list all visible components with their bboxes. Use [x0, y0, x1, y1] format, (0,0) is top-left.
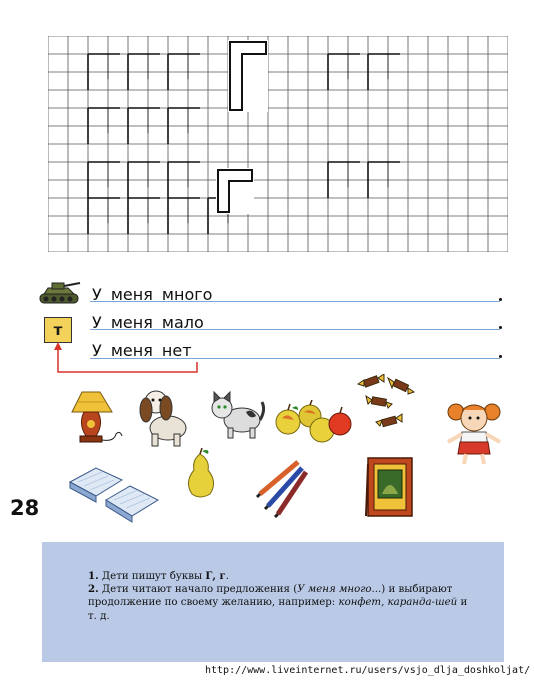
grid-lines — [48, 36, 508, 252]
doll-icon — [442, 398, 508, 472]
sentence-end-dot-1 — [499, 298, 502, 301]
note-item-1: 1. Дети пишут буквы Г, г. — [88, 570, 229, 582]
sentence-3: У меня нет — [92, 341, 192, 360]
apples-icon — [272, 400, 354, 448]
source-url: http://www.liveinternet.ru/users/vsjo_dlja_doshkoljat/ — [205, 665, 531, 676]
sentence-2: У меня мало — [92, 313, 204, 332]
teacher-note-box — [42, 542, 504, 662]
tank-icon — [36, 280, 82, 310]
answer-line-2[interactable] — [90, 329, 500, 330]
page-number: 28 — [10, 496, 40, 520]
writing-grid — [48, 36, 508, 252]
sentence-end-dot-3 — [499, 355, 502, 358]
pear-icon — [180, 448, 220, 504]
answer-line-1[interactable] — [90, 301, 500, 302]
sentence-1: У меня много — [92, 285, 213, 304]
lowercase-letter-sample — [216, 168, 254, 214]
candies-icon — [354, 374, 416, 440]
sentence-end-dot-2 — [499, 326, 502, 329]
teacher-note-text — [88, 570, 478, 623]
notebooks-icon — [66, 462, 162, 530]
red-arrow-bracket — [40, 340, 210, 380]
letter-box: т — [44, 317, 72, 343]
table-lamp-icon — [58, 390, 124, 454]
uppercase-letter-sample — [228, 40, 268, 112]
pencils-icon — [254, 458, 310, 522]
book-icon — [364, 454, 416, 524]
cat-icon — [206, 390, 266, 444]
dog-icon — [134, 384, 192, 452]
note-item-2: 2. Дети читают начало предложения (У меня много...) и выбирают продолжение по своему желанию, например: конфет, каранда-шей и т. д. — [88, 583, 468, 622]
